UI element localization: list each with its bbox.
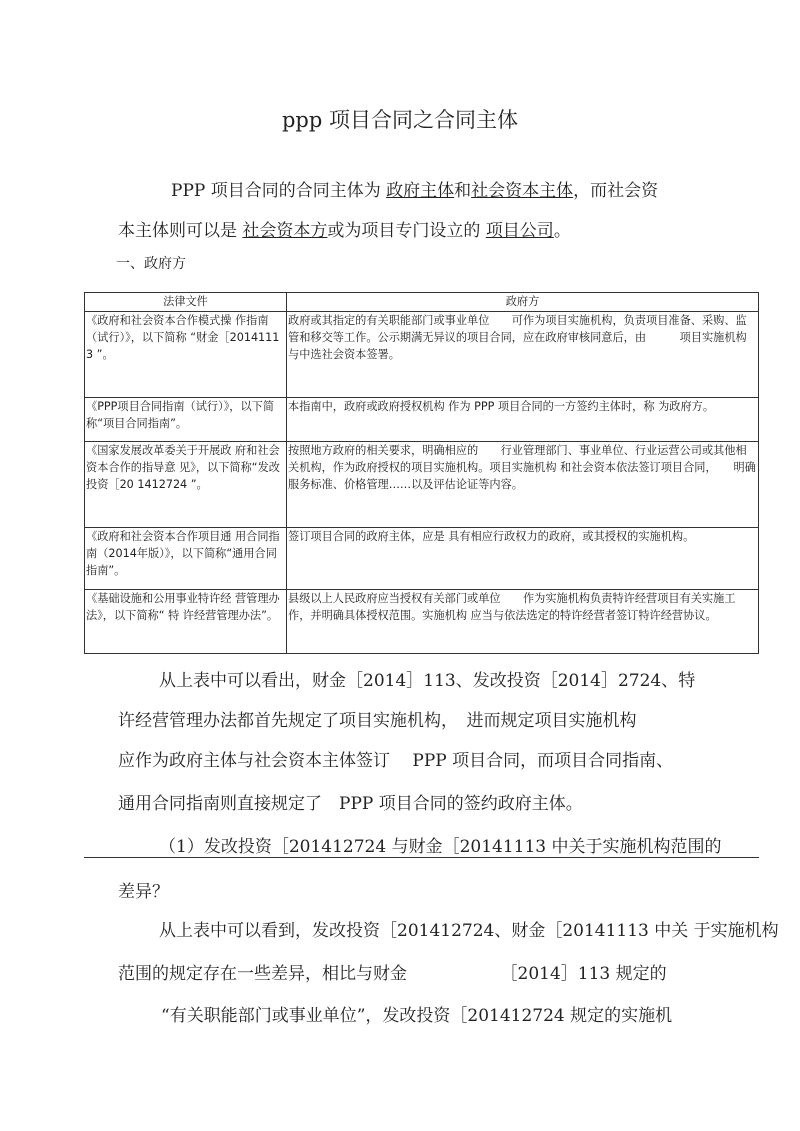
paragraph-line: 从上表中可以看到，发改投资［201412724、财金［20141113 中关 于实施机构: [159, 921, 779, 941]
paragraph-line: “有关职能部门或事业单位”，发改投资［201412724 规定的实施机: [161, 1006, 673, 1026]
intro-text: PPP 项目合同的合同主体为: [171, 181, 381, 201]
table-row: [85, 528, 759, 590]
intro-line-2: [118, 216, 571, 241]
table-row: [85, 312, 759, 398]
intro-text: ，而社会资: [573, 181, 659, 201]
law-cell: 《国家发展改革委关于开展政 府和社会资本合作的指导意 见》，以下简称“发改投资［20 1412724 ”。: [85, 442, 287, 528]
table-header-row: [85, 293, 759, 312]
government-cell: 政府或其指定的有关职能部门或事业单位 可作为项目实施机构，负责项目准备、采购、监管和移交等工作。公示期满无异议的项目合同，应在政府审核同意后，由 项目实施机构 与中选社会资本签署。: [287, 312, 759, 398]
law-cell: 《政府和社会资本合作项目通 用合同指南（2014年版）》，以下简称“通用合同指南”。: [85, 528, 287, 590]
intro-text: 本主体则可以是: [118, 221, 237, 241]
paragraph-line: 从上表中可以看出，财金［2014］113、发改投资［2014］2724、特: [159, 671, 696, 691]
intro-text: 或为项目专门设立的: [327, 221, 481, 241]
horizontal-rule: [84, 857, 759, 858]
intro-line-1: [171, 176, 658, 201]
project-company-term: 项目公司: [485, 221, 554, 241]
paragraph-line: 应作为政府主体与社会资本主体签订 PPP 项目合同，而项目合同指南、: [118, 751, 674, 771]
intro-text: 和: [454, 181, 472, 201]
section-heading: 一、政府方: [116, 256, 186, 272]
document-title: ppp 项目合同之合同主体: [281, 108, 518, 132]
table-row: [85, 398, 759, 442]
law-cell: 《基础设施和公用事业特许经 营管理办法》，以下简称“ 特 许经营管理办法”。: [85, 590, 287, 654]
subheading-line-1: （1）发改投资［201412724 与财金［20141113 中关于实施机构范围的: [159, 837, 722, 857]
intro-text: 。: [553, 221, 571, 241]
law-cell: 《政府和社会资本合作模式操 作指南（试行）》，以下简称 “财金［20141113 ”。: [85, 312, 287, 398]
paragraph-line: 范围的规定存在一些差异，相比与财金 ［2014］113 规定的: [118, 964, 667, 984]
paragraph-line: 通用合同指南则直接规定了 PPP 项目合同的签约政府主体。: [118, 794, 583, 814]
law-cell: 《PPP项目合同指南（试行）》，以下简称“项目合同指南”。: [85, 398, 287, 442]
government-cell: 本指南中，政府或政府授权机构 作为 PPP 项目合同的一方签约主体时，称 为政府方。: [287, 398, 759, 442]
government-cell: 县级以上人民政府应当授权有关部门或单位 作为实施机构负责特许经营项目有关实施工作，并明确具体授权范围。实施机构 应当与依法选定的特许经营者签订特许经营协议。: [287, 590, 759, 654]
social-capital-subject-term: 社会资本主体: [471, 181, 574, 201]
column-header-government: 政府方: [287, 293, 759, 312]
social-capital-party-term: 社会资本方: [242, 221, 328, 241]
table-row: [85, 590, 759, 654]
subheading-line-2: 差异？: [118, 882, 169, 902]
government-cell: 按照地方政府的相关要求，明确相应的 行业管理部门、事业单位、行业运营公司或其他相关机构，作为政府授权的项目实施机构。项目实施机构 和社会资本依法签订项目合同， 明确服务标准、价格管理……以及评估论证等内容。: [287, 442, 759, 528]
government-subject-term: 政府主体: [386, 181, 455, 201]
column-header-law: 法律文件: [85, 293, 287, 312]
government-cell: 签订项目合同的政府主体，应是 具有相应行政权力的政府，或其授权的实施机构。: [287, 528, 759, 590]
comparison-table: [84, 292, 759, 654]
table-row: [85, 442, 759, 528]
paragraph-line: 许经营管理办法都首先规定了项目实施机构， 进而规定项目实施机构: [118, 711, 637, 731]
